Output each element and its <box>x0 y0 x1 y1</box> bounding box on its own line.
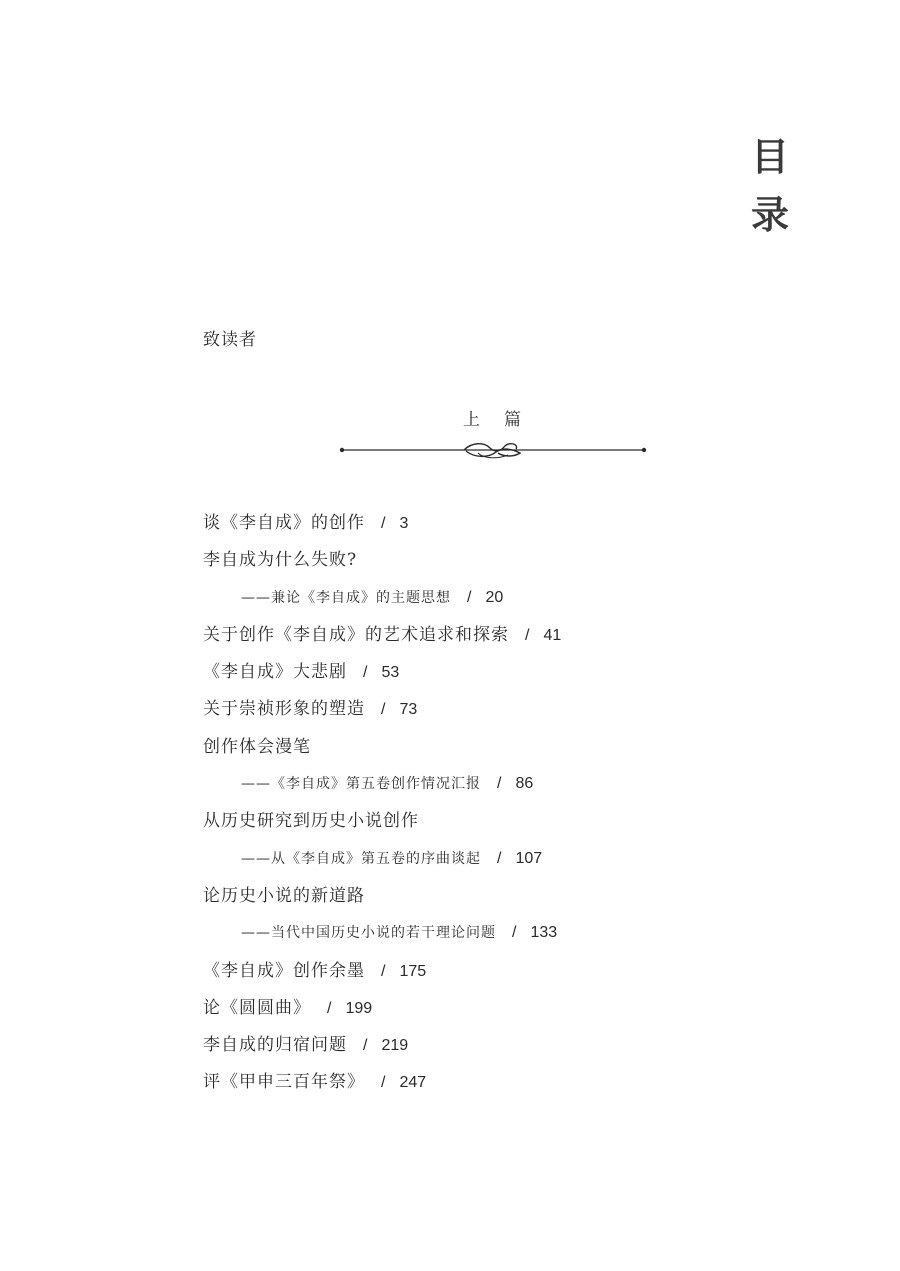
toc-entry-title: ——兼论《李自成》的主题思想 <box>241 589 451 606</box>
page-title-char-2: 录 <box>750 193 789 237</box>
toc-separator: / <box>381 1074 386 1092</box>
toc-entry[interactable] <box>203 546 743 583</box>
toc-separator: / <box>512 924 517 942</box>
toc-page-number: 107 <box>515 849 543 867</box>
section-heading-char-1: 上 <box>463 410 482 430</box>
toc-entry-title: 关于崇祯形象的塑造 <box>203 699 365 720</box>
toc-subtitle[interactable] <box>203 770 743 807</box>
toc-entry-title: 谈《李自成》的创作 <box>203 513 365 533</box>
toc-entry[interactable] <box>203 994 743 1031</box>
section-heading-char-2: 篇 <box>504 410 523 430</box>
toc-separator: / <box>467 588 472 606</box>
toc-entry[interactable] <box>203 509 743 546</box>
toc-entry-title: 评《甲申三百年祭》 <box>203 1072 365 1093</box>
toc-page-number: 247 <box>399 1074 427 1092</box>
toc-page-number: 133 <box>530 924 558 942</box>
toc-separator: / <box>381 701 386 719</box>
toc-entry[interactable] <box>203 882 743 919</box>
toc-entry-title: 李自成的归宿问题 <box>203 1035 347 1056</box>
toc-page-number: 41 <box>543 626 562 644</box>
toc-separator: / <box>327 999 332 1017</box>
toc-page-number: 219 <box>381 1037 409 1055</box>
toc-entry-title: 李自成为什么失败? <box>203 550 358 571</box>
section-heading <box>340 406 646 434</box>
toc-separator: / <box>381 962 386 980</box>
toc-entry-title: 从历史研究到历史小说创作 <box>203 811 419 832</box>
toc-separator: / <box>497 849 502 867</box>
ornamental-divider <box>338 437 648 463</box>
toc-entry-preface[interactable]: 致读者 <box>203 330 257 350</box>
toc-entry[interactable] <box>203 658 743 695</box>
toc-page-number: 175 <box>399 962 427 980</box>
toc-entry-title: ——《李自成》第五卷创作情况汇报 <box>241 776 481 793</box>
toc-entry-title: 《李自成》创作余墨 <box>203 960 365 981</box>
toc-subtitle[interactable] <box>203 845 743 882</box>
toc-page-number: 86 <box>515 775 534 793</box>
toc-entry[interactable] <box>203 807 743 844</box>
table-of-contents <box>203 509 743 1106</box>
toc-entry[interactable] <box>203 695 743 732</box>
toc-page-number: 73 <box>399 701 418 719</box>
page-title <box>745 128 795 244</box>
toc-entry-title: 论《圆圆曲》 <box>203 997 311 1018</box>
toc-page-number: 199 <box>345 999 373 1017</box>
toc-entry[interactable] <box>203 1068 743 1105</box>
toc-subtitle[interactable] <box>203 584 743 621</box>
toc-separator: / <box>525 626 530 644</box>
toc-separator: / <box>497 775 502 793</box>
toc-entry-title: ——当代中国历史小说的若干理论问题 <box>241 925 496 942</box>
toc-separator: / <box>381 515 386 532</box>
page-title-char-1: 目 <box>750 135 789 179</box>
toc-page-number: 20 <box>485 588 504 606</box>
toc-entry-title: ——从《李自成》第五卷的序曲谈起 <box>241 850 481 867</box>
toc-entry[interactable] <box>203 621 743 658</box>
toc-subtitle[interactable] <box>203 919 743 956</box>
toc-entry-title: 关于创作《李自成》的艺术追求和探索 <box>203 624 509 645</box>
toc-page-number: 53 <box>381 664 400 682</box>
toc-entry-title: 《李自成》大悲剧 <box>203 662 347 683</box>
toc-separator: / <box>363 1037 368 1055</box>
toc-separator: / <box>363 664 368 682</box>
toc-entry[interactable] <box>203 1031 743 1068</box>
toc-entry-title: 创作体会漫笔 <box>203 736 311 757</box>
toc-entry-title: 论历史小说的新道路 <box>203 885 365 906</box>
toc-entry[interactable] <box>203 733 743 770</box>
toc-page-number: 3 <box>399 515 409 532</box>
toc-entry[interactable] <box>203 957 743 994</box>
